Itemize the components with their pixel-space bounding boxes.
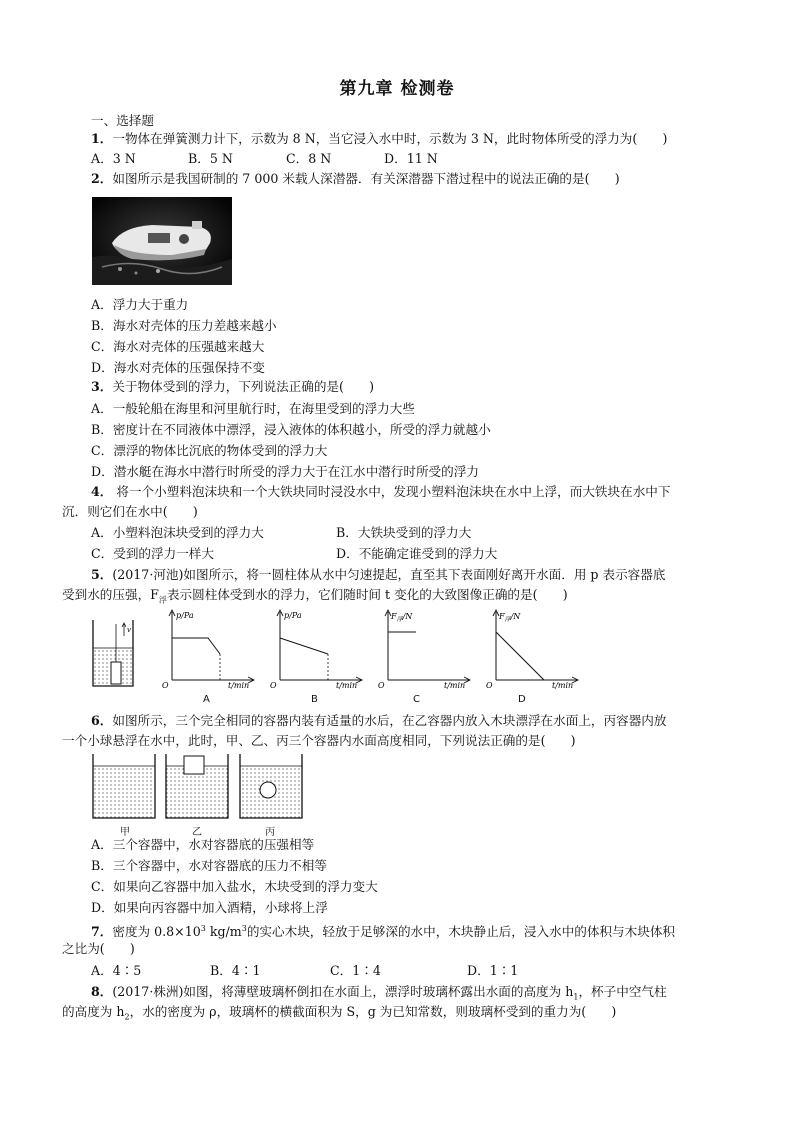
question-number: 4． [91,484,113,499]
text: 的高度为 h [62,1004,125,1019]
option-c: C．8 N [286,151,332,166]
question-number: 7． [91,924,113,940]
graph-a [158,608,258,694]
question-text: 将一个小塑料泡沫块和一个大铁块同时浸没水中，发现小塑料泡沫块在水中上浮，而大铁块在水中下 [112,484,671,499]
option-c: C．受到的浮力一样大 [91,546,214,561]
option-a: A．3 N [91,151,136,166]
question-7-cont: 之比为( ) [62,941,135,956]
subscript: 1 [573,992,579,1002]
question-4-cont: 沉．则它们在水中( ) [62,504,198,519]
cylinder-container-figure [90,618,136,694]
option-b: B．5 N [188,151,233,166]
question-7 [91,920,675,941]
question-number: 8． [91,984,113,999]
y-axis-label: F [499,612,505,621]
question-text: 如图所示是我国研制的 7 000 米载人深潜器．有关深潜器下潜过程中的说法正确的是( ) [112,171,620,186]
y-axis-unit: /N [510,612,521,621]
option-b: B．大铁块受到的浮力大 [336,525,472,540]
option-a: A．一般轮船在海里和河里航行时，在海里受到的浮力大些 [91,401,415,416]
question-number: 2． [91,171,113,186]
option-c: C．海水对壳体的压强越来越大 [91,339,265,354]
option-d: D．潜水艇在海水中潜行时所受的浮力大于在江水中潜行时所受的浮力 [91,464,479,479]
container-label-bing: 丙 [265,827,275,838]
section-heading: 一、选择题 [91,113,154,128]
x-axis-label: t/min [336,681,358,690]
text: 受到水的压强，F [62,587,159,602]
text: kg/m [205,924,242,940]
question-number: 5． [91,567,113,582]
subscript: 浮 [158,595,167,605]
question-8-cont [62,1003,616,1027]
origin-label: O [162,681,169,690]
question-number: 6． [91,713,113,728]
option-d: D．1∶1 [467,963,519,978]
option-a: A．4∶5 [91,963,142,978]
origin-label: O [486,681,493,690]
x-axis-label: t/min [228,681,250,690]
option-d: D．11 N [384,151,438,166]
graph-d [482,608,582,694]
question-text: (2017·河池)如图所示，将一圆柱体从水中匀速提起，直至其下表面刚好离开水面．用 p 表示容器底 [112,567,666,582]
question-text: 一物体在弹簧测力计下，示数为 8 N，当它浸入水中时，示数为 3 N，此时物体所受的浮力为( ) [112,131,668,146]
graph-label-b: B [311,694,318,705]
origin-label: O [270,681,277,690]
question-5-cont [62,586,568,610]
option-c: C．1∶4 [330,963,381,978]
container-label-jia: 甲 [120,827,130,838]
option-a: A．三个容器中，水对容器底的压强相等 [91,837,315,852]
text: 的实心木块，轻放于足够深的水中，木块静止后，浸入水中的体积与木块体积 [246,924,676,940]
y-axis-subscript: 浮 [504,616,511,623]
question-text: 关于物体受到的浮力，下列说法正确的是( ) [112,379,375,394]
y-axis-label: p/Pa [176,611,194,620]
option-c: C．漂浮的物体比沉底的物体受到的浮力大 [91,443,328,458]
graph-b [266,608,366,694]
superscript: 3 [241,924,247,933]
graph-label-a: A [203,694,210,705]
velocity-label: v [127,626,131,634]
option-b: B．海水对壳体的压力差越来越小 [91,318,277,333]
question-5 [91,566,665,584]
option-a: A．小塑料泡沫块受到的浮力大 [91,525,264,540]
origin-label: O [378,681,385,690]
svg-text:F浮/N [390,612,413,623]
y-axis-unit: /N [402,612,413,621]
question-text: 如图所示，三个完全相同的容器内装有适量的水后，在乙容器内放入木块漂浮在水面上，丙容器内放 [112,713,667,728]
svg-text:F浮/N [498,612,521,623]
graph-label-c: C [413,694,420,705]
text: (2017·株洲)如图，将薄壁玻璃杯倒扣在水面上，漂浮时玻璃杯露出水面的高度为 h [112,984,574,999]
option-d: D．海水对壳体的压强保持不变 [91,360,265,375]
text: ，水的密度为 ρ，玻璃杯的横截面积为 S，g 为已知常数，则玻璃杯受到的重力为( ) [129,1004,617,1019]
page-title: 第九章 检测卷 [339,79,455,99]
container-label-yi: 乙 [192,827,202,838]
option-b: B．4∶1 [210,963,261,978]
y-axis-label: p/Pa [284,611,302,620]
subscript: 2 [124,1012,130,1022]
question-4 [91,483,671,501]
graph-c [374,608,474,694]
question-number: 1． [91,131,113,146]
x-axis-label: t/min [444,681,466,690]
y-axis-label: F [391,612,397,621]
question-1 [91,130,667,148]
text: 密度为 0.8×10 [112,924,201,940]
option-d: D．不能确定谁受到的浮力大 [336,546,498,561]
x-axis-label: t/min [552,681,574,690]
text: 表示圆柱体受到水的浮力，它们随时间 t 变化的大致图像正确的是( ) [166,587,568,602]
graph-label-d: D [518,694,526,705]
question-number: 3． [91,379,113,394]
option-d: D．如果向丙容器中加入酒精，小球将上浮 [91,900,328,915]
question-6-cont: 一个小球悬浮在水中，此时，甲、乙、丙三个容器内水面高度相同，下列说法正确的是( ) [62,733,576,748]
option-c: C．如果向乙容器中加入盐水，木块受到的浮力变大 [91,879,378,894]
superscript: 3 [200,924,206,933]
option-b: B．密度计在不同液体中漂浮，浸入液体的体积越小，所受的浮力就越小 [91,422,491,437]
containers-figure [90,752,360,826]
question-2 [91,170,620,188]
y-axis-subscript: 浮 [396,616,403,623]
option-b: B．三个容器中，水对容器底的压力不相等 [91,858,327,873]
submersible-photo [92,197,232,285]
option-a: A．浮力大于重力 [91,297,189,312]
question-6 [91,712,666,730]
text: ，杯子中空气柱 [578,984,667,999]
question-3 [91,378,374,396]
